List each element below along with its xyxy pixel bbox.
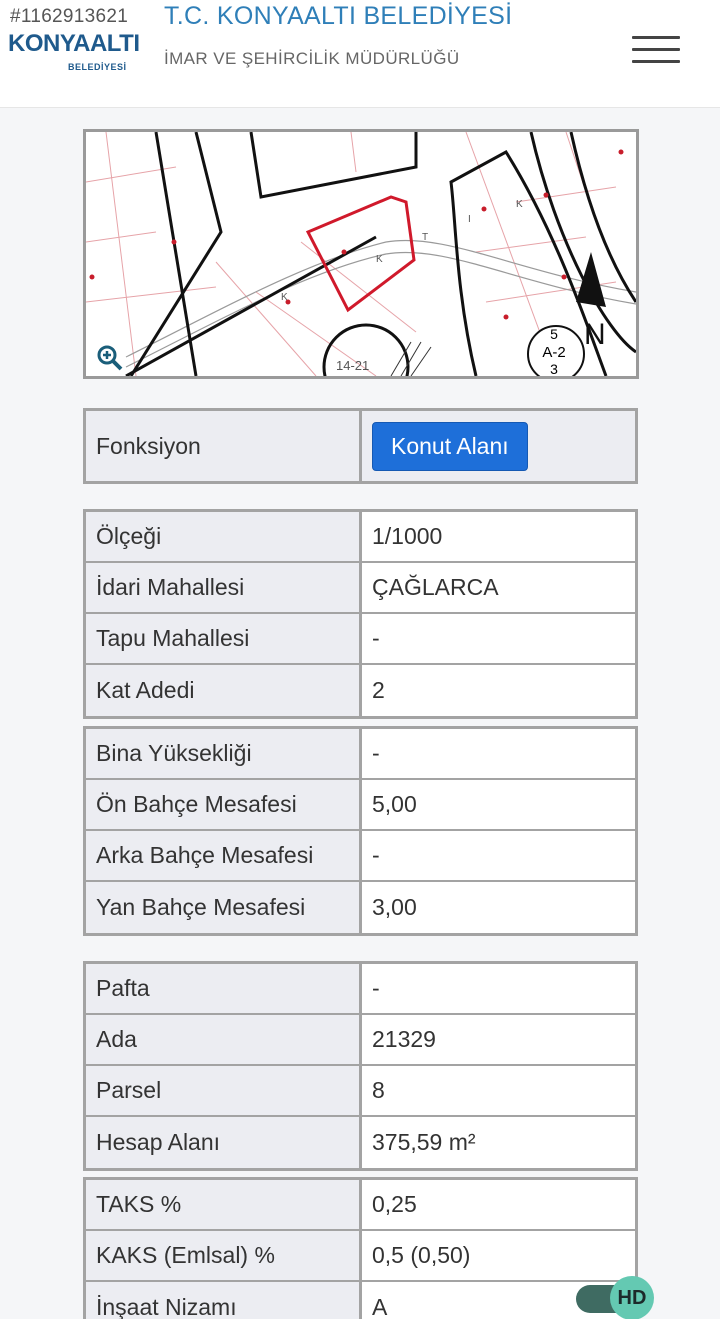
map-north-label: N (584, 318, 606, 351)
org-subtitle: İMAR VE ŞEHİRCİLİK MÜDÜRLÜĞÜ (164, 49, 460, 68)
construction-table (83, 1177, 638, 1319)
row-label: Ada (86, 1015, 362, 1064)
hd-toggle[interactable] (576, 1282, 656, 1314)
table-row (86, 512, 635, 563)
row-value: - (362, 831, 635, 880)
table-row (86, 729, 635, 780)
top-bar (0, 0, 720, 108)
listing-id: #1162913621 (10, 6, 129, 27)
fonksiyon-label: Fonksiyon (86, 411, 362, 481)
row-value: 21329 (362, 1015, 635, 1064)
row-label: Parsel (86, 1066, 362, 1115)
table-row (86, 563, 635, 614)
table-row (86, 1282, 635, 1319)
table-row (86, 1180, 635, 1231)
logo-subtext: BELEDİYESİ (68, 62, 127, 72)
row-label: Hesap Alanı (86, 1117, 362, 1168)
zoom-in-icon[interactable] (96, 344, 124, 372)
row-value: - (362, 729, 635, 778)
row-value: 375,59 m² (362, 1117, 635, 1168)
row-value: 3,00 (362, 882, 635, 933)
row-label: TAKS % (86, 1180, 362, 1229)
map-circle-top: 5 (550, 326, 558, 342)
table-row (86, 780, 635, 831)
row-label: İdari Mahallesi (86, 563, 362, 612)
row-value: 0,5 (0,50) (362, 1231, 635, 1280)
row-label: Bina Yüksekliği (86, 729, 362, 778)
row-value: 0,25 (362, 1180, 635, 1229)
map-pafta-code: 14-21 (336, 358, 370, 373)
table-row (86, 831, 635, 882)
org-title: T.C. KONYAALTI BELEDİYESİ (164, 2, 513, 30)
row-label: Tapu Mahallesi (86, 614, 362, 663)
row-value: - (362, 614, 635, 663)
row-value: 1/1000 (362, 512, 635, 561)
fonksiyon-value-cell (362, 411, 635, 481)
row-value: 5,00 (362, 780, 635, 829)
row-label: KAKS (Emlsal) % (86, 1231, 362, 1280)
fonksiyon-table (83, 408, 638, 484)
row-value: ÇAĞLARCA (362, 563, 635, 612)
zoning-map[interactable] (83, 129, 639, 379)
hamburger-menu-icon[interactable] (632, 36, 680, 70)
row-value: - (362, 964, 635, 1013)
map-circle-bot: 3 (550, 361, 558, 376)
table-row (86, 964, 635, 1015)
row-label: Arka Bahçe Mesafesi (86, 831, 362, 880)
map-label-i: I (468, 214, 471, 225)
table-row (86, 1066, 635, 1117)
konut-alani-button[interactable]: Konut Alanı (372, 422, 528, 471)
parcel-table (83, 961, 638, 1171)
table-row (86, 1117, 635, 1168)
map-label-k3: K (516, 199, 523, 210)
konyaalti-logo (8, 30, 158, 76)
parcel-map-drawing (86, 132, 636, 376)
hd-badge: HD (610, 1276, 654, 1319)
table-row (86, 665, 635, 716)
plan-info-table (83, 509, 638, 719)
table-row (86, 882, 635, 933)
setback-table (83, 726, 638, 936)
map-label-t: T (422, 232, 429, 243)
fonksiyon-row (86, 411, 635, 481)
map-circle-mid: A-2 (542, 344, 566, 361)
table-row (86, 614, 635, 665)
row-value: 2 (362, 665, 635, 716)
row-label: Ölçeği (86, 512, 362, 561)
row-value: A (362, 1282, 635, 1319)
row-label: Pafta (86, 964, 362, 1013)
table-row (86, 1231, 635, 1282)
row-value: 8 (362, 1066, 635, 1115)
row-label: Yan Bahçe Mesafesi (86, 882, 362, 933)
map-label-k1: K (376, 254, 383, 265)
table-row (86, 1015, 635, 1066)
row-label: İnşaat Nizamı (86, 1282, 362, 1319)
map-label-k2: K (281, 292, 288, 303)
logo-text: KONYAALTI (8, 30, 140, 57)
row-label: Kat Adedi (86, 665, 362, 716)
row-label: Ön Bahçe Mesafesi (86, 780, 362, 829)
